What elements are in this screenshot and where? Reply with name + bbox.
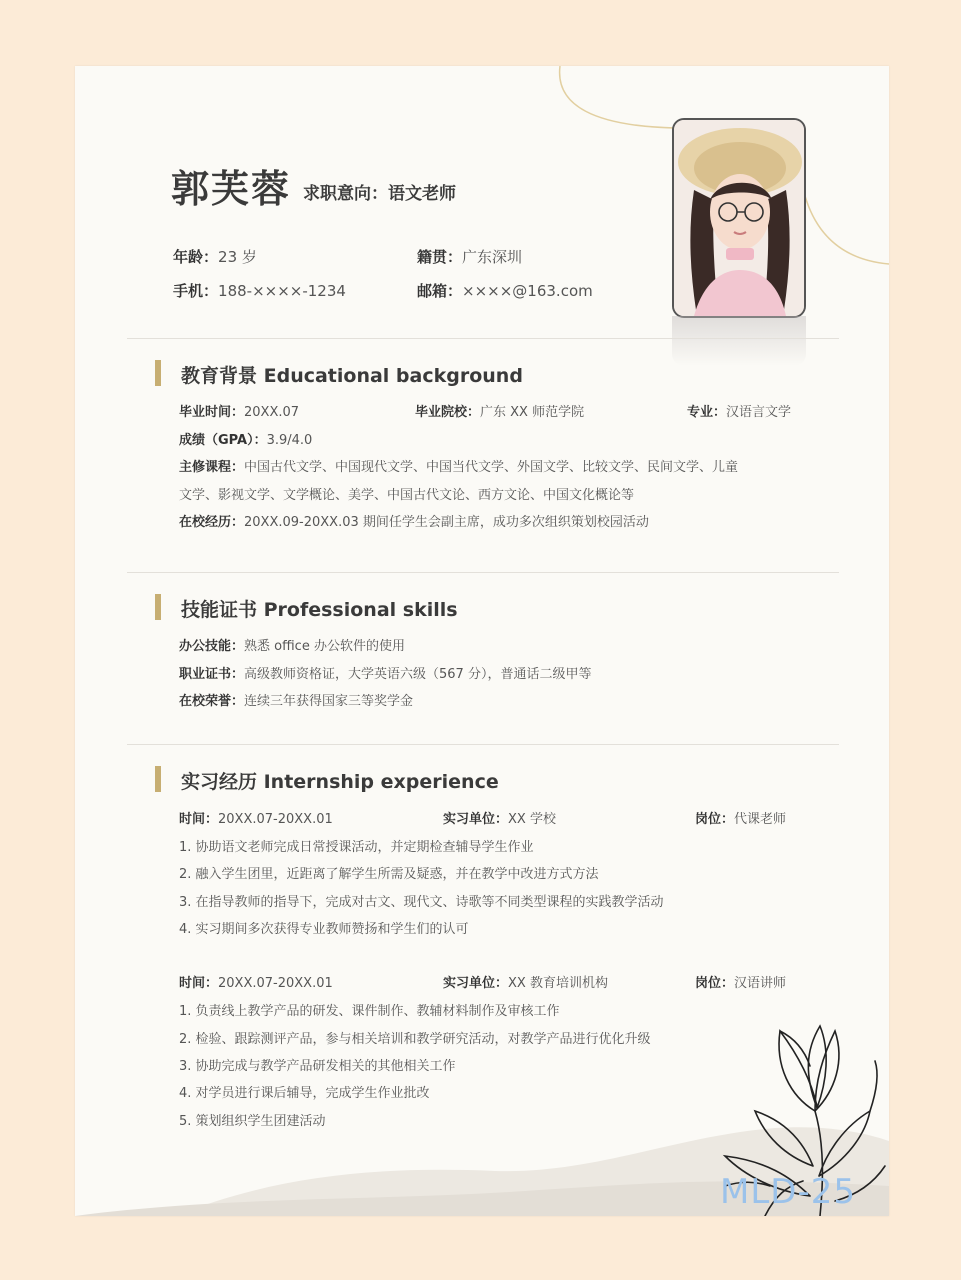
job-1-post: [695, 808, 786, 827]
list-item: 2. 融入学生团里，近距离了解学生所需及疑惑，并在教学中改进方式方法: [179, 867, 599, 882]
job-2-time: [179, 972, 333, 991]
divider-education: [127, 572, 839, 573]
job-2-time-value: 20XX.07-20XX.01: [218, 976, 333, 991]
major: [687, 401, 791, 420]
divider-header: [127, 338, 839, 339]
photo-reflection: [672, 316, 806, 366]
honor-label: 在校荣誉：: [179, 694, 245, 709]
candidate-name: 郭芙蓉: [171, 167, 292, 211]
portrait-illustration: [674, 120, 804, 316]
profile-photo: [672, 118, 806, 318]
gpa-label: 成绩（GPA）：: [179, 433, 267, 448]
list-item: 3. 协助完成与教学产品研发相关的其他相关工作: [179, 1059, 456, 1074]
school-value: 广东 XX 师范学院: [480, 405, 585, 420]
divider-skills: [127, 744, 839, 745]
job-1-post-value: 代课老师: [734, 812, 787, 827]
job-1-time: [179, 808, 333, 827]
email-row: 邮箱：××××@163.com: [417, 282, 593, 300]
skills-title: 技能证书 Professional skills: [181, 599, 458, 621]
age-label: 年龄: [173, 248, 204, 266]
job-1-time-value: 20XX.07-20XX.01: [218, 812, 333, 827]
origin-label: 籍贯: [417, 248, 448, 266]
job-2-post-label: 岗位：: [695, 976, 735, 991]
job-1-unit-value: XX 学校: [508, 812, 556, 827]
skills-accent-bar: [155, 594, 161, 620]
cert-value: 高级教师资格证，大学英语六级（567 分），普通话二级甲等: [244, 667, 592, 682]
list-item: 5. 策划组织学生团建活动: [179, 1114, 326, 1129]
job-1-post-label: 岗位：: [695, 812, 735, 827]
major-value: 汉语言文学: [726, 405, 792, 420]
job-2-time-label: 时间：: [179, 976, 219, 991]
courses-line-2: 文学、影视文学、文学概论、美学、中国古代文论、西方文论、中国文化概论等: [179, 488, 635, 503]
phone-label: 手机: [173, 282, 204, 300]
email-label: 邮箱: [417, 282, 448, 300]
campus-experience: [179, 511, 649, 530]
grad-time: [179, 401, 299, 420]
origin-row: 籍贯：广东深圳: [417, 248, 523, 266]
honor-value: 连续三年获得国家三等奖学金: [244, 694, 414, 709]
objective-value: 语文老师: [388, 184, 456, 204]
job-1-unit: [443, 808, 556, 827]
resume-page: [75, 66, 889, 1216]
phone-value: 188-××××-1234: [218, 282, 346, 300]
cert-label: 职业证书：: [179, 667, 245, 682]
list-item: 1. 负责线上教学产品的研发、课件制作、教辅材料制作及审核工作: [179, 1004, 560, 1019]
job-2-post-value: 汉语讲师: [734, 976, 787, 991]
internship-title: 实习经历 Internship experience: [181, 771, 499, 793]
email-value: ××××@163.com: [462, 282, 593, 300]
education-title: 教育背景 Educational background: [181, 365, 523, 387]
courses-label: 主修课程：: [179, 460, 245, 475]
age-value: 23 岁: [218, 248, 257, 266]
gpa: [179, 429, 312, 448]
job-1-unit-label: 实习单位：: [443, 812, 509, 827]
age-row: 年龄：23 岁: [173, 248, 257, 266]
job-2-unit-value: XX 教育培训机构: [508, 976, 608, 991]
school-label: 毕业院校：: [415, 405, 481, 420]
office-value: 熟悉 office 办公软件的使用: [244, 639, 405, 654]
job-2-post: [695, 972, 786, 991]
list-item: 2. 检验、跟踪测评产品，参与相关培训和教学研究活动，对教学产品进行优化升级: [179, 1032, 651, 1047]
campus-label: 在校经历：: [179, 515, 245, 530]
origin-value: 广东深圳: [462, 248, 523, 266]
education-accent-bar: [155, 360, 161, 386]
certificates: [179, 663, 591, 682]
courses-value-1: 中国古代文学、中国现代文学、中国当代文学、外国文学、比较文学、民间文学、儿童: [244, 460, 739, 475]
campus-value: 20XX.09-20XX.03 期间任学生会副主席，成功多次组织策划校园活动: [244, 515, 649, 530]
internship-accent-bar: [155, 766, 161, 792]
grad-time-label: 毕业时间：: [179, 405, 245, 420]
gpa-value: 3.9/4.0: [266, 433, 313, 448]
office-label: 办公技能：: [179, 639, 245, 654]
job-1-time-label: 时间：: [179, 812, 219, 827]
grad-time-value: 20XX.07: [244, 405, 300, 420]
list-item: 4. 实习期间多次获得专业教师赞扬和学生们的认可: [179, 922, 469, 937]
major-label: 专业：: [687, 405, 727, 420]
job-2-unit-label: 实习单位：: [443, 976, 509, 991]
job-2-unit: [443, 972, 608, 991]
office-skill: [179, 635, 405, 654]
courses-line-1: [179, 456, 738, 475]
honors: [179, 690, 413, 709]
list-item: 4. 对学员进行课后辅导，完成学生作业批改: [179, 1086, 430, 1101]
job-objective: [303, 179, 456, 204]
objective-label: 求职意向：: [303, 184, 388, 204]
phone-row: 手机：188-××××-1234: [173, 282, 346, 300]
watermark-text: MLD-25: [720, 1172, 856, 1212]
list-item: 1. 协助语文老师完成日常授课活动，并定期检查辅导学生作业: [179, 840, 534, 855]
school: [415, 401, 584, 420]
list-item: 3. 在指导教师的指导下，完成对古文、现代文、诗歌等不同类型课程的实践教学活动: [179, 895, 664, 910]
